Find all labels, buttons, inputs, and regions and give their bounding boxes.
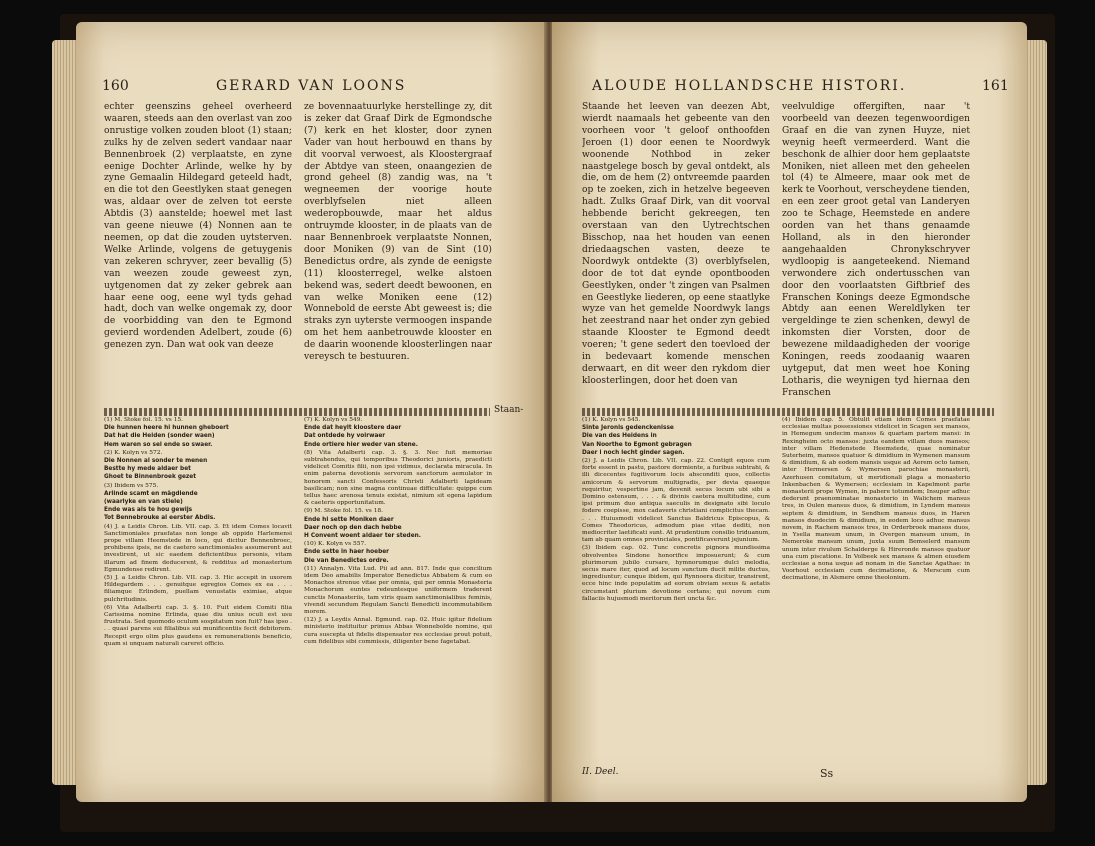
page-edges-right — [1025, 40, 1047, 785]
running-head: ALOUDE HOLLANDSCHE HISTORI. — [592, 78, 907, 94]
footnote-line: Daer i noch lecht ginder sagen. — [582, 449, 685, 456]
footnote-line: Ende was als te hou gewijs — [104, 507, 193, 514]
footnote-line: H Convent woent aldaer ter steden. — [304, 533, 421, 540]
footnote-line: Die van des Heidens in — [582, 433, 657, 440]
footnote-line: (3) Ibidem vs 575. — [104, 482, 159, 489]
page-number: 160 — [102, 78, 129, 94]
page-number: 161 — [982, 78, 1009, 94]
footnote-line: Hem waren so sel ende so swaer. — [104, 441, 213, 448]
footnote-line: (10) K. Kolyn vs 557. — [304, 541, 367, 548]
footnote-line: Van Noorthe to Egmont gebragen — [582, 441, 692, 448]
text-column-2: veelvuldige offergiften, naar 't voorbeeld van deezen tegenwoordigen Graaf en die van zynen Huyze, niet weynig heeft vermeerderd. Want die beschonk de alhier door hem geplaatste Moniken, niet alleen met den geheelen tol (4) te Almeere, maar ook met de kerk te Voorhout, verscheydene tienden, en een zeer groot getal van Landeryen zoo te Schage, Heemstede en andere oorden van het thans genaamde Holland, als in den hieronder aangehaalden Chronykschryver wydloopig is aangeteekend. Niemand verwondere zich ondertusschen van door den voorlaatsten Giftbrief des Franschen Konings deeze Egmondsche Abtdy aan eenen Wereldlyken ter vergeldinge te zien schenken, dewyl de inkomsten dier Vorsten, door de bewezene mildaadigheden der voorige Koningen, reeds zoodaanig waaren uytgeput, dat men weet hoe Koning Lotharis, die weynigen tyd hiernaa den Franschen — [782, 102, 970, 398]
footnote-column-2 — [304, 417, 492, 649]
footnote-line: Ende hi sette Moniken daer — [304, 516, 394, 523]
footnote-line: (3) Ibidem cap. 02. Tunc concretis pignora mundissima obvolventes Sindone honorifice imposuerunt; & cum plurimorum jubilo cursare, hymnorumque dulci melodia, secus mare iter, quod ad locum sunctum ducit milite ductus, ingrediuntur; cunque ibidem, qui Rynnoera dicitur, transirent, ecce hinc inde populatim ad eorum obviam sexus & aetatis circumstant plurium devotione certans; qui novum cum fallaciis hujusmodi meritorum fieri uncta &c. — [582, 545, 770, 602]
footnote-column-2 — [782, 417, 970, 604]
footnote-line: Bestte hy mede aldaer bet — [104, 466, 191, 473]
footnote-line: (1) K. Kolyn vs 545. — [582, 417, 641, 423]
ornamental-rule — [104, 408, 490, 416]
text-column-2: ze bovennaatuurlyke herstellinge zy, dit is zeker dat Graaf Dirk de Egmondsche (7) kerk en het kloster, door zynen Vader van hout herbouwd en thans by dit voorval verwoest, als Kloostergraaf der Abtdye van steen, onaangezien de grond geheel (8) zandig was, na 't wegneemen der voorige houte overblyfselen niet alleen wederopbouwde, maar het aldus ontruymde klooster, in de plaats van de naar Bennenbroek verplaatste Nonnen, door Moniken (9) van de Sint (10) Benedictus ordre, als zynde de eenigste (11) kloosterregel, welke alstoen bekend was, sedert deedt bewoonen, en van welke Moniken eene (12) Wonnebold de eerste Abt geweest is; die straks zyn uyterste vermoogen inspande om het hem aanbetrouwde klooster en de daarin woonende kloosterlingen naar vereysch te bestuuren. — [304, 102, 492, 363]
footnote-line: (4) Ibidem cap. 5. Obtulit etiam idem Comes praefatae ecclesiae multas possessiones videlicet in Scagen sex mansos, in Hemegum undecim mansos & quartam partem mansi: in Rexingheim octo mansos: juxta eandem villam duos mansos; inter villam Hedenstede Heemstede, quae nominatur Suterheim, mansos quatuor & dimidium in Wymenen mansum & dimidium, & ab eodem mansis usque ad Aerem octo tamen, inter Hermersen & Wymersen parochiae monasterii, Azerhusen comitatum, ut meridionali plaga a monasterio Inkenbachen & Wymersen; ecclesiam in Kapelmont parte monasterii prope Wymen, in pabere totumdem; Insuper adhuc dederunt praenominatae monasterio in Walichem mansus tres, in Oulen mansus duos, & dimidium, in Lyndem mansus septem & dimidium, in Sendhem mansus duos, in Haren mansos duodecim & dimidium, in eodem loco adhuc mansus novem, in Rachem mansos tres, in Orderbroek mansos duos, in Ysella mansum unum, in Overgen mansum unum, in Nemeroke mansum unum, juxta suum Bemselerd mansum unum inter rivulum Schalderge & Hireronde mansos quatuor una cum piscatione. In Volbeek sex mansos & almen eiusdem ecclesiae a nona usque ad nonam in die Sanctae Agathae: in Voorhout ecclesiam cum decimatione, & Merscum cum decimatione, in Alsmere omne theolonium. — [782, 417, 970, 582]
signature-mark: Ss — [820, 767, 834, 780]
volume-mark: II. Deel. — [582, 767, 619, 777]
footnote-line: Arlinde scamt en mägdiende — [104, 490, 198, 497]
footnote-line: (9) M. Stoke fol. 15. vs 18. — [304, 508, 384, 515]
footnote-line: Ende sette in haer hoeber — [304, 549, 390, 556]
footnote-line: Ghoet te Binnenbroek gezet — [104, 474, 196, 481]
footnote-line: Die hunnen heere hi hunnen gheboert — [104, 425, 229, 432]
page-edges-left — [52, 40, 78, 785]
main-text — [104, 102, 492, 402]
footnote-line: Die van Benedictes ordre. — [304, 557, 389, 564]
footnote-line: Dat hat die Heiden (sonder waen) — [104, 433, 215, 440]
left-page — [76, 22, 546, 802]
running-head: GERARD VAN LOONS — [216, 78, 407, 94]
footnote-line: (1) M. Stoke fol. 15. vs 15. — [104, 417, 184, 423]
footnote-line: Tot Bennebrouke al eerster Abdis. — [104, 515, 216, 522]
footnote-line: Ende ortiere hier weder van stene. — [304, 441, 418, 448]
footnote-column-1 — [582, 417, 770, 604]
ornamental-rule — [582, 408, 994, 416]
footnote-column-1 — [104, 417, 292, 649]
footnote-line: Die Nonnen al sonder te menen — [104, 458, 208, 465]
footnote-line: (2) K. Kolyn vs 572. — [104, 449, 163, 456]
footnote-line: Dat ontdede hy voirwaer — [304, 433, 386, 440]
footnote-line: (12) J. a Leydis Annal. Egmund. cap. 02. Huic igitur fidelium ministerio instituitur primus Abbas Wonnebolde nomine, qui cura suscepta ut fidelis dispensator res ecclesiae prout potuit, cum fidelibus sibi commissis, diligenter bene fagetabat. — [304, 617, 492, 645]
text-column-1: echter geenszins geheel overheerd waaren, steeds aan den overlast van zoo onrustige volken zouden bloot (1) staan; zulks hy de zelven sedert vandaar naar Bennenbroek (2) verplaatste, en zyne eenige Dochter Arlinde, welke hy by zyne Gemaalin Hildegard geteeld hadt, en die tot den Geestlyken staat genegen was, aldaar over de zelven tot eerste Abtdis (3) aanstelde; hoewel met last van geene nieuwe (4) Nonnen aan te neemen, op dat die zouden uytsterven. Welke Arlinde, volgens de getuygenis van zekeren schryver, zeer bevallig (5) van weezen zoude geweest zyn, uytgenomen dat zy zeker gebrek aan haar eene oog, eene wyl tyds gehad hadt, doch van welke ongemak zy, door de voorbidding van den te Egmond gevierd wordenden Adelbert, zoude (6) genezen zyn. Dan wat ook van deeze — [104, 102, 292, 351]
main-text — [582, 102, 970, 402]
footnote-line: (7) K. Kolyn vs 549. — [304, 417, 363, 423]
footnotes — [582, 417, 970, 604]
footnotes — [104, 417, 492, 649]
footnote-line: (waarlyke en van stiele) — [104, 499, 183, 506]
text-column-1: Staande het leeven van deezen Abt, wierdt naamaals het gebeente van den voorheen voor 't geloof onthoofden Jeroen (1) door eenen te Noordwyk woonende Nothbod in zeker naastgelege bosch by geval ontdekt, als die, om de hem (2) ontvreemde paarden op te zoeken, zich in hetzelve begeeven hadt. Zulks Graaf Dirk, van dit voorval hebbende bericht gekreegen, ten overstaan van den Uytrechtschen Bisschop, naa het houden van eenen driedaagschen vasten, deeze te Noordwyk ontdekte (3) overblyfselen, door de tot dat eynde opontbooden Geestlyken, onder 't zingen van Psalmen en Geestlyke liederen, op eene staatlyke wyze van het gemelde Noordwyk langs het zeestrand naar het onder zyn gebied staande Klooster te Egmond deedt voeren; 't gene sedert den toevloed der in bedevaart komende menschen derwaart, en dit weer den rykdom dier kloosterlingen, door het doen van — [582, 102, 770, 386]
footnote-line: (11) Annalyn. Vita Lud. Pii ad ann. 817. Inde que concilium idem Deo amabilis Imperator Benedictus Abbatem & cum eo Monachos strenue vitae per omnia, qui per omnia Monasteria Monachorum euntes redeuntesque uniformem traderent cunctis Monasteriis, tam viris quam sanctimonialibus feminis, vivendi secundum Regulam Sancti Benedicti incommutabilem morem. — [304, 565, 492, 616]
footnote-line: (2) J. a Leidis Chron. Lib. VII. cap. 22. Contigit equos cum forte essent in pastu, pastore dormiente, a furibus subtrahi, & illi dicecentes fugitivorum locis absconditi quos, collectis amicorum & servorum multigradis, per devia quaeque requiritur, vespertine jam, devenit secus locum ubi sibi a Domino ostensum, . . . . & divinis caetera multitudine, cum ipsi primum duo antiqua saeculis in designato sibi loculo fodere coepisse, mox cadaveris christiani complicitus thecam. . . . Huiusmodi videlicet Sanctus Baldricus Episcopus, & Comes Theodoricus, admodum piae vitae dediti, non mediocriter laetificati sunt. At prudentium consilio triduanum, tam ab quam omnes provinciales, pontificaverunt jejunium. — [582, 458, 770, 544]
footnote-line: Ende dat heylt kloostere daer — [304, 425, 402, 432]
footnote-line: (5) J. a Leidis Chron. Lib. VII. cap. 3. Hic accepit in uxorem Hildegardem . . . genuitque egregios Comes ex ea . . . filiamque Erlindem, puellam venustatis eximiae, atque pulchritudinis. — [104, 575, 292, 603]
footnote-line: Sinte Jeronis gedenckenisse — [582, 425, 674, 432]
footnote-line: Daer noch op den dach hebbe — [304, 524, 402, 531]
footnote-line: (8) Vita Adalberti cap. 3. §. 3. Nec fuit memoriae subtrahendus, qui temporibus Theodorici junioris, praedicti videlicet Comitis filii, non ipsi vidimus, declarata miracula. In enim paterna devotionis servorum sanctorum aemulator in honorem sancti Confessoris Christi Adalberti lapideam basilicam; non sine magna continuae difficultate: quippe cum tellus haec arenosa tenuis existat, nimium sit egena lapidum & caeteris opportunitatum. — [304, 449, 492, 507]
footnote-line: (6) Vita Adalberti cap. 3. §. 10. Fuit eidem Comiti filia Carissima nomine Erlinda, quae diu unius oculi est usu frustrata. Sed quomodo oculum sospitatum non fuit? has ipso . . . quasi parens sui filialibus sui munificentiis fecit debitorem. Recepit ergo olim plus gaudens ex remunerationis beneficio, quam si unquam naturali careret officio. — [104, 604, 292, 647]
catchword: Staan- — [494, 405, 524, 415]
footnote-line: (4) J. a Leidis Chron. Lib. VII. cap. 3. Et idem Comes locavit Sanctimoniales praefatas non longe ab oppido Harlemensi prope villam Heemstede in loco, qui dicitur Bennenbroec, prohibens ipsis, ne de caetero sanctimoniales assumerent aut investirent, ut sic eaedem deficientibus personis, vitam illarum ad finem deducerent, & redditus ad monasterium Egmundense redirent. — [104, 523, 292, 573]
right-page — [552, 22, 1027, 802]
